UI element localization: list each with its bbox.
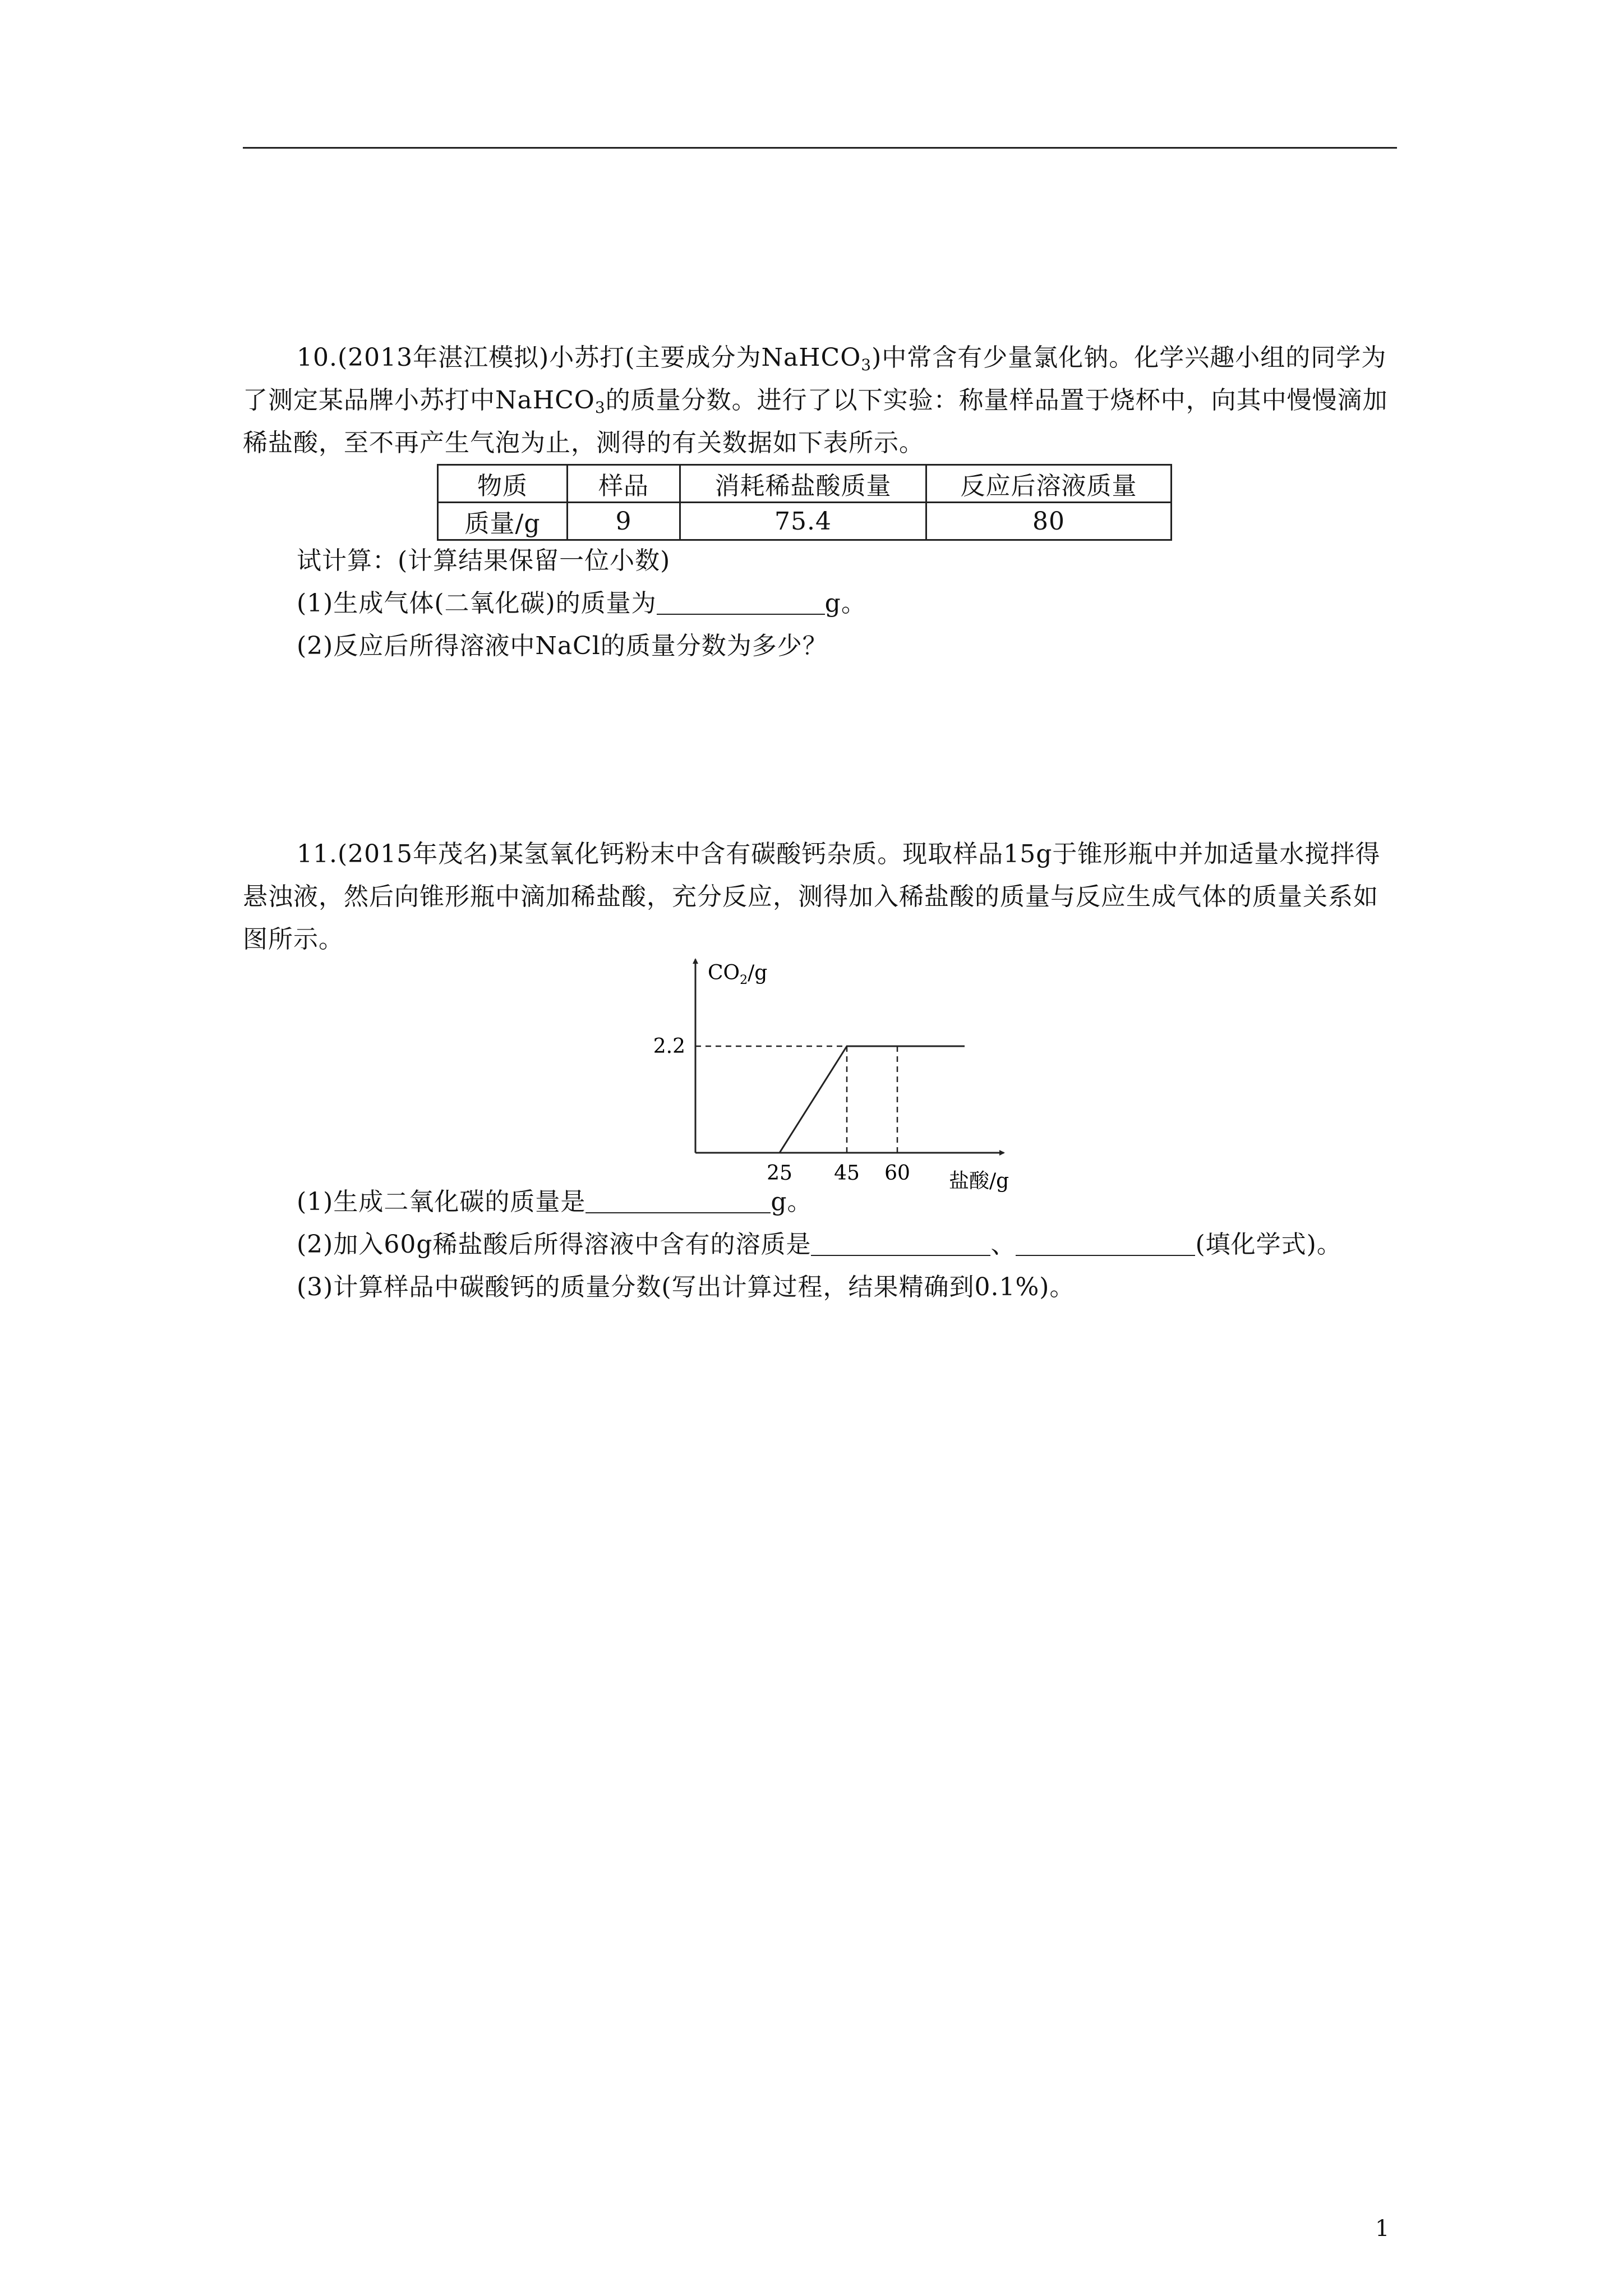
- chart-axes: [695, 959, 1004, 1153]
- q10-intro-part3: 的质量分数。进行了以下实验：称量样品置于烧杯中，向其中慢慢滴加稀盐酸，至不再产生气泡为止，测得的有关数据如下表所示。: [243, 386, 1388, 457]
- q10-questions: [243, 540, 1397, 668]
- q11-sub1-text: (1)生成二氧化碳的质量是: [297, 1188, 586, 1216]
- question-10: [243, 337, 1397, 464]
- table-cell: 样品: [568, 465, 680, 503]
- table-cell: 75.4: [680, 503, 926, 540]
- table-header-row: [438, 465, 1172, 503]
- series-line: [780, 1046, 965, 1153]
- q10-subscript-2: 3: [594, 398, 606, 417]
- question-11: [243, 833, 1397, 961]
- x-tick-label: 25: [767, 1162, 792, 1185]
- q10-intro-part2: )中常含有少量氯化钠。化学兴趣小组的同学为了测定某品牌小苏打中NaHCO: [243, 343, 1387, 415]
- q11-sub2-text: (2)加入60g稀盐酸后所得溶液中含有的溶质是: [297, 1230, 811, 1259]
- chart-series: [780, 1046, 965, 1153]
- q10-intro-part1: 10.(2013年湛江模拟)小苏打(主要成分为NaHCO: [297, 343, 861, 372]
- answer-blank[interactable]: [657, 589, 825, 615]
- co2-chart: [617, 948, 1009, 1195]
- table-row: [438, 503, 1172, 540]
- table-cell: 物质: [438, 465, 568, 503]
- y-tick-label: 2.2: [653, 1035, 685, 1058]
- table-cell: 9: [568, 503, 680, 540]
- q10-sub1-unit: g。: [824, 589, 866, 618]
- table-cell: 80: [926, 503, 1172, 540]
- table-cell: 反应后溶液质量: [926, 465, 1172, 503]
- x-tick-label: 60: [884, 1162, 910, 1185]
- q10-note: 试计算：(计算结果保留一位小数): [297, 546, 671, 575]
- q10-sub1-text: (1)生成气体(二氧化碳)的质量为: [297, 589, 657, 618]
- q11-questions: [243, 1181, 1397, 1309]
- answer-blank[interactable]: [1016, 1230, 1195, 1256]
- table-cell: 消耗稀盐酸质量: [680, 465, 926, 503]
- q10-subscript-1: 3: [861, 356, 872, 374]
- chart-labels: [653, 961, 1009, 1193]
- q11-sub1: [243, 1181, 1397, 1223]
- q10-data-table: [437, 464, 1172, 541]
- table-cell: 质量/g: [438, 503, 568, 540]
- header-rule: [243, 147, 1397, 149]
- q10-sub1: [243, 582, 1397, 625]
- q11-intro: 11.(2015年茂名)某氢氧化钙粉末中含有碳酸钙杂质。现取样品15g于锥形瓶中并加适量水搅拌得悬浊液，然后向锥形瓶中滴加稀盐酸，充分反应，测得加入稀盐酸的质量与反应生成气体的质量关系如图所示。: [243, 840, 1381, 954]
- x-tick-label: 45: [834, 1162, 860, 1185]
- x-axis-label: 盐酸/g: [949, 1170, 1009, 1193]
- y-axis-label: $CO_2/g$: [708, 961, 768, 987]
- answer-blank[interactable]: [585, 1188, 771, 1213]
- q11-sub2: [243, 1223, 1397, 1266]
- q11-sub1-unit: g。: [771, 1188, 813, 1216]
- answer-blank[interactable]: [811, 1230, 990, 1256]
- q11-sub3: (3)计算样品中碳酸钙的质量分数(写出计算过程，结果精确到0.1%)。: [297, 1273, 1075, 1301]
- q10-sub2: (2)反应后所得溶液中NaCl的质量分数为多少？: [297, 632, 828, 660]
- q10-intro: [243, 337, 1397, 464]
- page-number: 1: [1375, 2216, 1390, 2242]
- q11-sub2-separator: 、: [990, 1230, 1016, 1259]
- q11-sub2-suffix: (填化学式)。: [1195, 1230, 1342, 1259]
- chart-guides: [695, 1046, 897, 1153]
